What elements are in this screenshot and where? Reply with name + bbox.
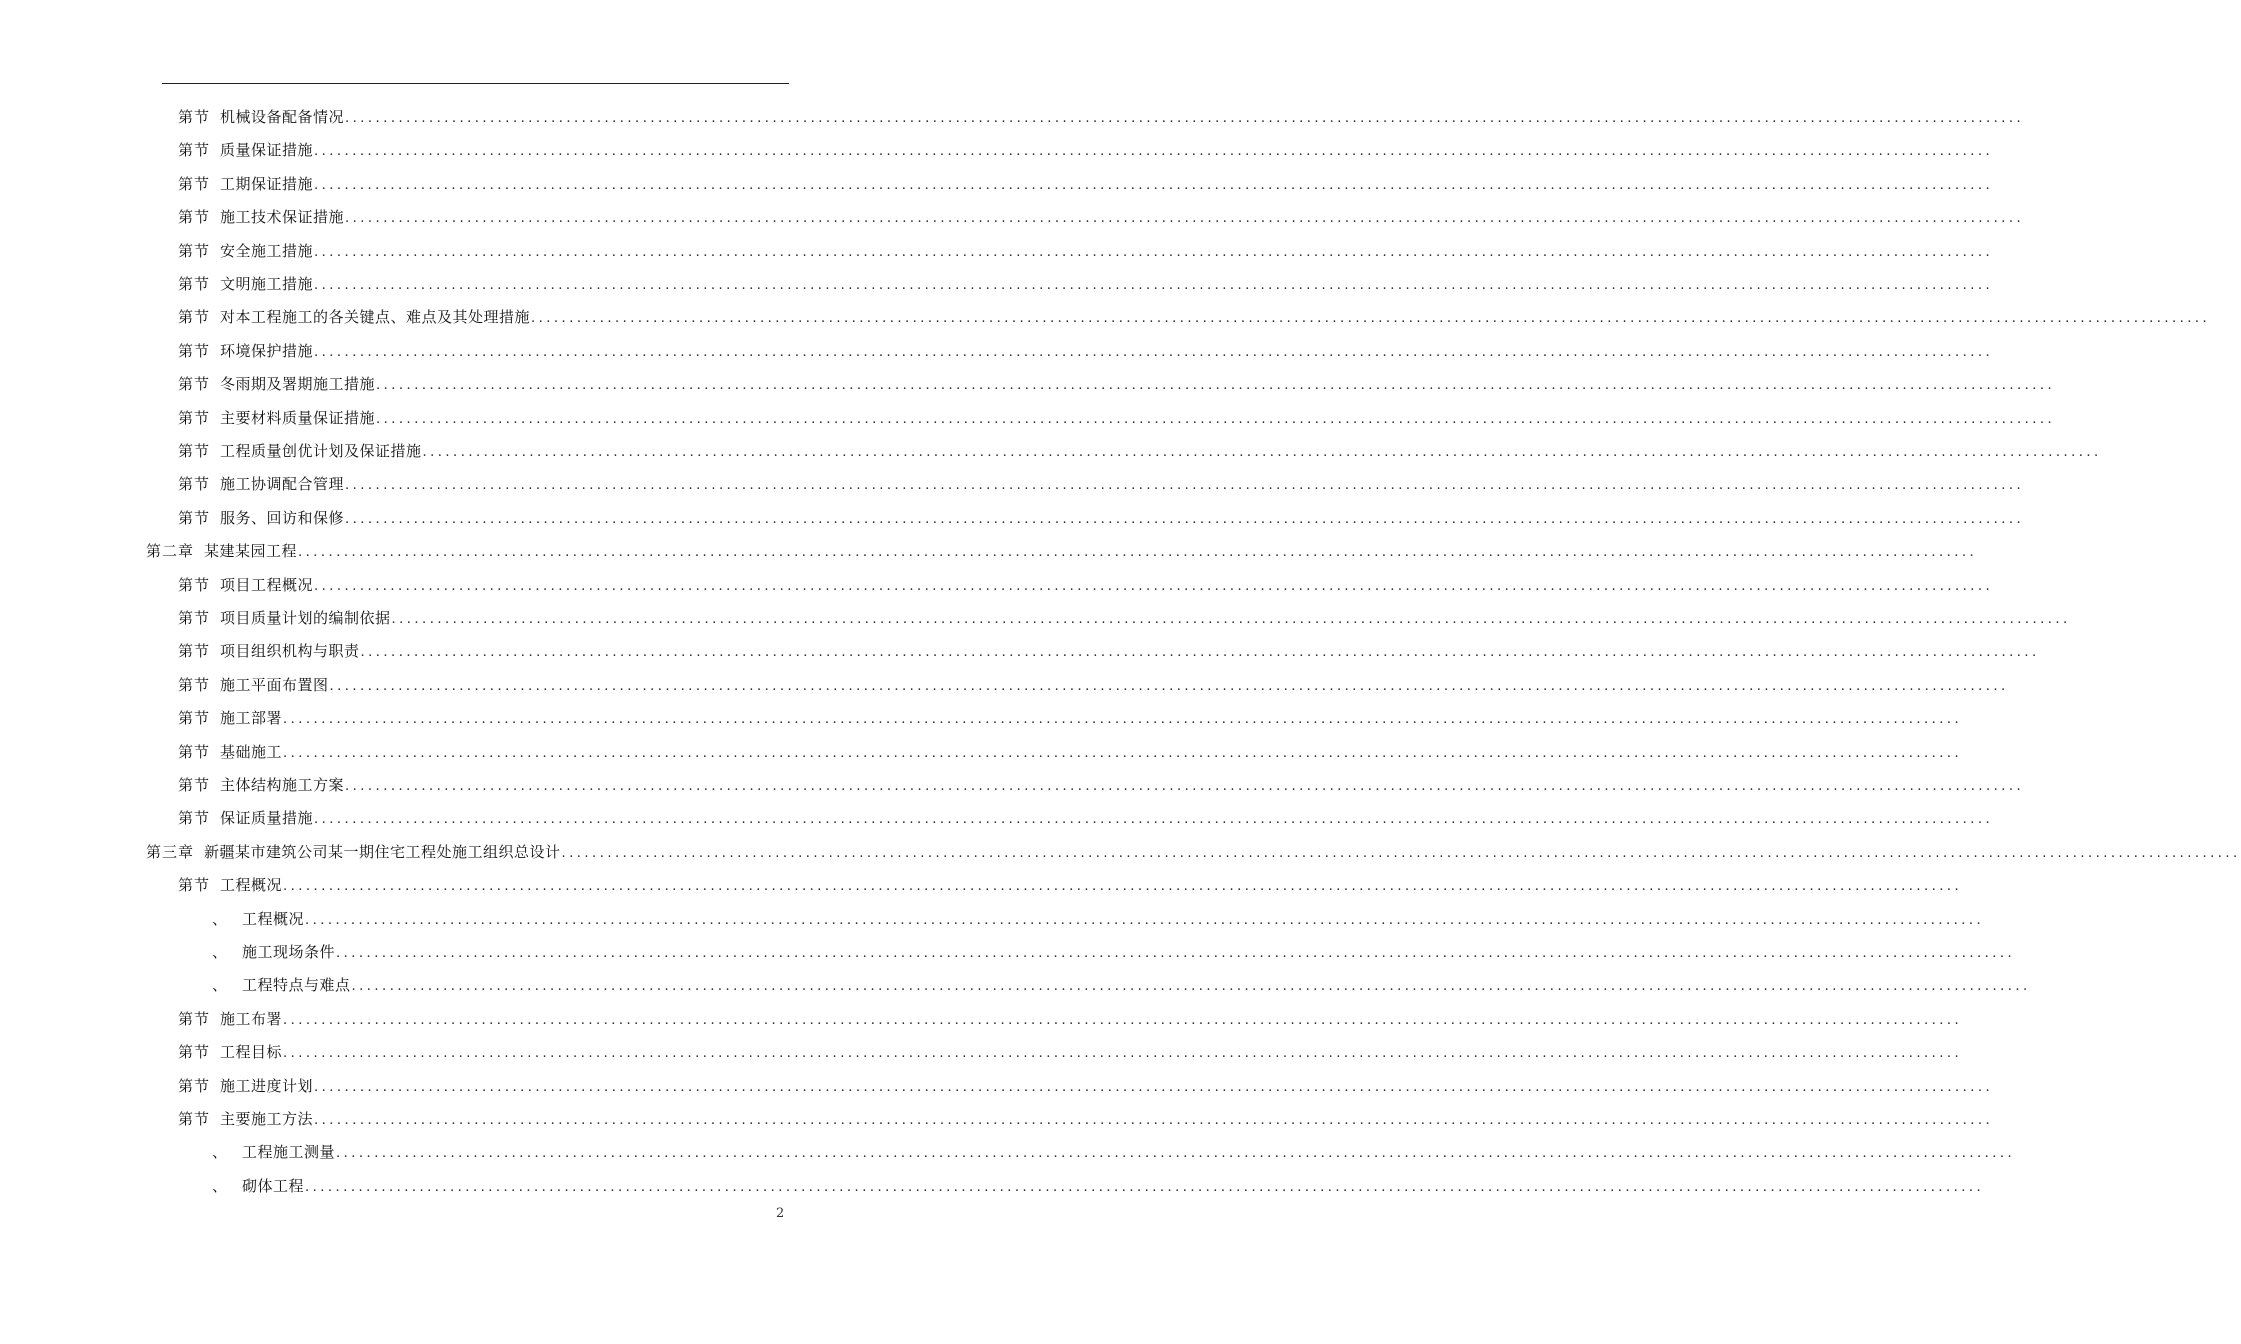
toc-dot-leader: ............................................................................................................................................................................................................................ — [314, 812, 1994, 828]
toc-entry-section[interactable] — [178, 638, 2040, 664]
toc-entry-number: 第节 — [178, 308, 211, 327]
toc-entry-number: 第节 — [178, 709, 211, 728]
toc-dot-leader: ............................................................................................................................................................................................................................ — [283, 712, 1963, 728]
toc-dot-leader: ............................................................................................................................................................................................................................ — [314, 177, 1994, 193]
toc-entry-title: 保证质量措施 — [220, 809, 314, 828]
toc-entry-number: 第节 — [178, 1009, 211, 1028]
toc-entry-number: 第节 — [178, 375, 211, 394]
toc-entry-title: 工程概况 — [242, 909, 305, 928]
toc-dot-leader: ............................................................................................................................................................................................................................ — [336, 1146, 2016, 1162]
toc-entry-title: 新疆某市建筑公司某一期住宅工程处施工组织总设计 — [204, 842, 561, 861]
toc-entry-title: 工程特点与难点 — [242, 976, 351, 995]
toc-entry-title: 机械设备配备情况 — [220, 108, 345, 126]
toc-dot-leader: ............................................................................................................................................................................................................................ — [422, 445, 2102, 460]
toc-entry-item[interactable] — [212, 1173, 1985, 1199]
toc-entry-item[interactable] — [212, 906, 1985, 932]
toc-dot-leader: ............................................................................................................................................................................................................................ — [345, 111, 2025, 126]
toc-entry-number: 第节 — [178, 442, 211, 460]
toc-dot-leader: ............................................................................................................................................................................................................................ — [345, 779, 2025, 794]
toc-entry-section[interactable] — [178, 705, 1963, 731]
toc-entry-title: 施工协调配合管理 — [220, 475, 345, 494]
toc-entry-number: 第节 — [178, 108, 211, 126]
toc-entry-section[interactable] — [178, 171, 1994, 197]
toc-entry-number: 第节 — [178, 174, 211, 193]
toc-entry-chapter[interactable] — [146, 839, 2241, 865]
toc-entry-number: 第节 — [178, 341, 211, 360]
toc-entry-title: 工程质量创优计划及保证措施 — [220, 442, 422, 460]
toc-entry-title: 主体结构施工方案 — [220, 776, 345, 794]
toc-dot-leader: ............................................................................................................................................................................................................................ — [329, 678, 2009, 694]
toc-entry-item[interactable] — [212, 972, 2031, 998]
page-number: 2 — [776, 1206, 785, 1221]
toc-dot-leader: ............................................................................................................................................................................................................................ — [561, 845, 2241, 861]
toc-entry-title: 施工平面布置图 — [220, 675, 329, 694]
toc-dot-leader: ............................................................................................................................................................................................................................ — [351, 979, 2031, 995]
toc-entry-title: 施工布署 — [220, 1009, 283, 1028]
toc-entry-section[interactable] — [178, 672, 2009, 698]
toc-dot-leader: ............................................................................................................................................................................................................................ — [283, 879, 1963, 895]
toc-entry-number: 第节 — [178, 275, 211, 293]
toc-entry-section[interactable] — [178, 1073, 1994, 1099]
toc-entry-title: 主要材料质量保证措施 — [220, 408, 376, 427]
toc-dot-leader: ............................................................................................................................................................................................................................ — [314, 244, 1994, 260]
toc-entry-title: 施工技术保证措施 — [220, 208, 345, 227]
toc-entry-title: 施工进度计划 — [220, 1076, 314, 1095]
toc-entry-title: 施工现场条件 — [242, 943, 336, 961]
toc-entry-number: 、 — [212, 976, 229, 995]
toc-dot-leader: ............................................................................................................................................................................................................................ — [314, 1113, 1994, 1128]
toc-entry-chapter[interactable] — [146, 538, 1978, 564]
toc-entry-number: 第三章 — [146, 842, 195, 861]
toc-entry-section[interactable] — [178, 271, 1994, 297]
toc-dot-leader: ............................................................................................................................................................................................................................ — [314, 1079, 1994, 1095]
toc-entry-number: 第节 — [178, 1110, 211, 1128]
toc-entry-number: 第节 — [178, 408, 211, 427]
toc-entry-section[interactable] — [178, 1039, 1963, 1065]
toc-entry-number: 、 — [212, 909, 229, 928]
toc-entry-number: 第节 — [178, 575, 211, 594]
toc-entry-title: 文明施工措施 — [220, 275, 314, 293]
toc-entry-title: 工程目标 — [220, 1043, 283, 1062]
toc-entry-title: 某建某园工程 — [204, 542, 298, 561]
toc-entry-section[interactable] — [178, 772, 2025, 798]
toc-entry-number: 、 — [212, 1143, 229, 1162]
toc-entry-section[interactable] — [178, 338, 1994, 364]
toc-entry-section[interactable] — [178, 204, 2025, 230]
toc-dot-leader: ............................................................................................................................................................................................................................ — [298, 545, 1978, 561]
toc-entry-section[interactable] — [178, 471, 2025, 497]
toc-entry-title: 冬雨期及署期施工措施 — [220, 375, 376, 394]
toc-dot-leader: ............................................................................................................................................................................................................................ — [345, 478, 2025, 494]
toc-entry-section[interactable] — [178, 572, 1994, 598]
toc-entry-section[interactable] — [178, 739, 1963, 765]
toc-entry-section[interactable] — [178, 872, 1963, 898]
toc-entry-title: 工期保证措施 — [220, 174, 314, 193]
toc-entry-item[interactable] — [212, 939, 2016, 965]
toc-entry-section[interactable] — [178, 505, 2025, 531]
toc-entry-number: 第节 — [178, 809, 211, 828]
toc-entry-title: 质量保证措施 — [220, 141, 314, 160]
toc-dot-leader: ............................................................................................................................................................................................................................ — [314, 144, 1994, 160]
toc-entry-number: 第节 — [178, 141, 211, 160]
toc-entry-number: 第节 — [178, 776, 211, 794]
toc-dot-leader: ............................................................................................................................................................................................................................ — [345, 211, 2025, 227]
toc-entry-title: 基础施工 — [220, 742, 283, 761]
toc-entry-section[interactable] — [178, 605, 2071, 631]
toc-entry-section[interactable] — [178, 405, 2056, 431]
toc-entry-number: 第节 — [178, 208, 211, 227]
toc-dot-leader: ............................................................................................................................................................................................................................ — [314, 278, 1994, 293]
toc-entry-title: 环境保护措施 — [220, 341, 314, 360]
toc-entry-number: 第节 — [178, 609, 211, 627]
toc-dot-leader: ............................................................................................................................................................................................................................ — [305, 912, 1985, 928]
toc-entry-title: 对本工程施工的各关键点、难点及其处理措施 — [220, 308, 531, 327]
toc-entry-title: 主要施工方法 — [220, 1110, 314, 1128]
toc-entry-section[interactable] — [178, 438, 2102, 464]
toc-entry-number: 第节 — [178, 675, 211, 694]
toc-entry-section[interactable] — [178, 104, 2025, 130]
toc-dot-leader: ............................................................................................................................................................................................................................ — [314, 578, 1994, 594]
toc-dot-leader: ............................................................................................................................................................................................................................ — [305, 1179, 1985, 1195]
toc-entry-section[interactable] — [178, 1006, 1963, 1032]
toc-dot-leader: ............................................................................................................................................................................................................................ — [283, 745, 1963, 761]
toc-entry-number: 第节 — [178, 508, 211, 527]
toc-dot-leader: ............................................................................................................................................................................................................................ — [283, 1012, 1963, 1028]
toc-dot-leader: ............................................................................................................................................................................................................................ — [345, 511, 2025, 527]
toc-entry-title: 砌体工程 — [242, 1176, 305, 1195]
toc-dot-leader: ............................................................................................................................................................................................................................ — [360, 645, 2040, 661]
toc-entry-title: 项目工程概况 — [220, 575, 314, 594]
toc-entry-number: 第二章 — [146, 542, 195, 561]
toc-entry-item[interactable] — [212, 1139, 2016, 1165]
toc-entry-number: 第节 — [178, 642, 211, 661]
toc-entry-title: 项目质量计划的编制依据 — [220, 609, 391, 627]
toc-entry-section[interactable] — [178, 304, 2211, 330]
toc-dot-leader: ............................................................................................................................................................................................................................ — [376, 378, 2056, 394]
toc-entry-section[interactable] — [178, 1106, 1994, 1132]
toc-entry-section[interactable] — [178, 238, 1994, 264]
toc-entry-title: 项目组织机构与职责 — [220, 642, 360, 661]
toc-entry-number: 、 — [212, 943, 229, 961]
toc-entry-title: 工程概况 — [220, 876, 283, 895]
toc-dot-leader: ............................................................................................................................................................................................................................ — [531, 311, 2211, 327]
toc-entry-section[interactable] — [178, 371, 2056, 397]
toc-entry-title: 工程施工测量 — [242, 1143, 336, 1162]
toc-entry-section[interactable] — [178, 137, 1994, 163]
toc-dot-leader: ............................................................................................................................................................................................................................ — [283, 1046, 1963, 1062]
toc-entry-number: 第节 — [178, 742, 211, 761]
toc-dot-leader: ............................................................................................................................................................................................................................ — [314, 344, 1994, 360]
toc-dot-leader: ............................................................................................................................................................................................................................ — [376, 411, 2056, 427]
toc-entry-number: 第节 — [178, 475, 211, 494]
toc-dot-leader: ............................................................................................................................................................................................................................ — [336, 946, 2016, 961]
toc-entry-number: 第节 — [178, 241, 211, 260]
toc-dot-leader: ............................................................................................................................................................................................................................ — [391, 612, 2071, 627]
toc-entry-number: 第节 — [178, 1043, 211, 1062]
toc-entry-title: 安全施工措施 — [220, 241, 314, 260]
header-rule — [162, 83, 789, 84]
toc-entry-number: 第节 — [178, 876, 211, 895]
toc-entry-number: 第节 — [178, 1076, 211, 1095]
toc-entry-section[interactable] — [178, 805, 1994, 831]
toc-entry-title: 施工部署 — [220, 709, 283, 728]
toc-entry-title: 服务、回访和保修 — [220, 508, 345, 527]
toc-entry-number: 、 — [212, 1176, 229, 1195]
